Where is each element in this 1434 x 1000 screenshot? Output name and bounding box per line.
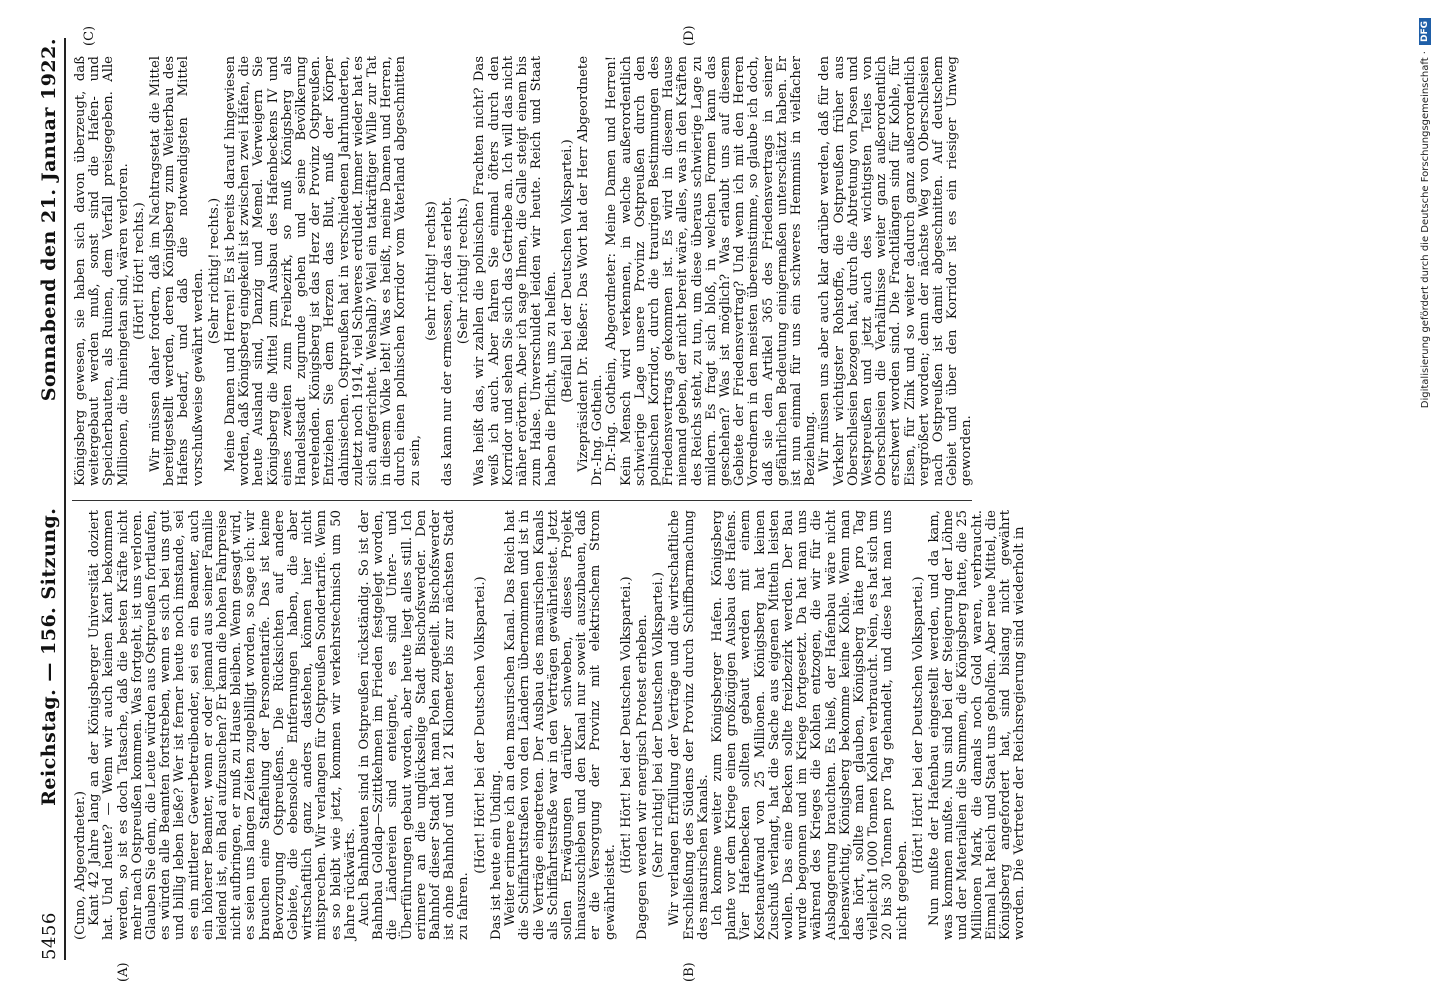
speaker-continuation: (Cuno, Abgeordneter.) bbox=[73, 790, 88, 940]
paragraph: Kant 42 Jahre lang an der Königsberger Universität doziert hat. Und heute? — Wenn wir auch keinen Kant bekommen werden, so ist es doch Tatsache, daß die besten Kräfte nicht mehr nach Ostpreußen kommen. Was fortgeht, ist uns verloren. Glauben Sie denn, die Leute würden aus Ostpreußen fortlaufen, es würden alle Beamten fortstreben, wenn es sich bei uns gut und billig leben ließe? Wer ist ferner heute noch imstande, sei es ein mittlerer Gewerbetreibender, sei es ein Beamter, auch ein höherer Beamter, wenn er oder jemand aus seiner Familie leidend ist, ein Bad aufzusuchen? Er kann die hohen Fahrpreise nicht aufbringen, er muß zu Hause bleiben. Wenn gesagt wird, es seien uns langen Zeiten zugebilligt worden, so sage ich: wir brauchen eine Staffelung der Personentarife. Das ist keine Bevorzugung Ostpreußens. Die Rücksichten auf andere Gebiete, die ebensolche Entfernungen haben, die aber wirtschaftlich ganz anders dastehen, können hier nicht mitsprechen. Wir verlangen für Ostpreußen Sondertarife. Wenn es so bleibt wie jetzt, kommen wir verkehrstechnisch um 50 Jahre rückwärts. bbox=[87, 510, 358, 940]
paragraph: Nun mußte der Hafenbau eingestellt werden, und da kam, was kommen mußte. Nun sind bei der Steigerung der Löhne und der Materialien die Summen, die Königsberg hatte, die 25 Millionen Mark, die damals noch Gold waren, verbraucht. Einmal hat Reich und Staat uns geholfen. Aber neue Mittel, die Königsberg angefordert hat, sind bislang nicht gewährt worden. Die Vertreter der Reichsregierung sind wiederholt in bbox=[926, 510, 1028, 940]
paragraph: Königsberg gewesen, sie haben sich davon überzeugt, daß weitergebaut werden muß, sonst sind die Hafen- und Speicherbauten, als Ruinen, dem Verfall preisgegeben. Alle Millionen, die hineingetan sind, wären verloren. bbox=[73, 56, 131, 486]
margin-marker-b: (B) bbox=[682, 962, 697, 982]
page-number: 5456 bbox=[39, 912, 60, 960]
running-title: Reichstag. — 156. Sitzung. bbox=[38, 507, 60, 806]
paragraph: Ich komme weiter zum Königsberger Hafen. Königsberg plante vor dem Kriege einen großzügigen Ausbau des Hafens. Vier Hafenbecken sollten gebaut werden mit einem Kostenaufwand von 25 Millionen. Königsberg hat keinen Zuschuß verlangt, hat die Sache aus eigenen Mitteln leisten wollen. Das eine Becken sollte freizbezirk werden. Der Bau wurde begonnen und im Kriege fortgesetzt. Da hat man uns während des Krieges die Kohlen entzogen, die wir für die Ausbaggerung brauchten. Es hieß, der Hafenbau wäre nicht lebenswichtig, Königsberg bekomme keine Kohle. Wenn man das hört, sollte man glauben, Königsberg hätte pro Tag vielleicht 1000 Tonnen Kohlen verbraucht. Nein, es hat sich um 20 bis 30 Tonnen pro Tag gehandelt, und diese hat man uns nicht gegeben. bbox=[709, 510, 910, 940]
interjection: (Hört! Hört! bei der Deutschen Volkspartei.) bbox=[910, 576, 926, 874]
scanned-page bbox=[22, 18, 1402, 986]
paragraph: Auch Bahnbauten sind in Ostpreußen rückständig. So ist der Bahnbau Goldap—Szittkehmen im Frieden festgelegt worden, die Ländereien sind enteignet, es sind Unter- und Überführungen gebaut worden, aber heute liegt alles still. Ich erinnere an die unglückselige Stadt Bischofswerder. Den Bahnhof dieser Stadt hat man Polen zugeteilt. Bischofswerder ist ohne Bahnhof und hat 21 Kilometer bis zur nächsten Stadt zu fahren. bbox=[357, 510, 472, 940]
paragraph: das kann nur der ermessen, der das erlebt. bbox=[440, 196, 456, 486]
interjection: (Sehr richtig! bei der Deutschen Volkspartei.) bbox=[651, 571, 667, 879]
credit-text: Digitalisierung gefördert durch die Deutsche Forschungsgemeinschaft · bbox=[1419, 51, 1431, 409]
rotated-page-content bbox=[22, 18, 1402, 986]
column-divider bbox=[72, 500, 972, 501]
paragraph: Das ist heute ein Unding. bbox=[488, 769, 504, 940]
paragraph: Weiter erinnere ich an den masurischen Kanal. Das Reich hat die Schiffahrtstraßen von den Ländern übernommen und ist in die Verträge eingetreten. Der Ausbau des masurischen Kanals als Schiffahrtsstraße war in den Verträgen gewährleistet. Jetzt sollen Erwägungen darüber schweben, dieses Projekt hinauszuschieben und den Kanal nur soweit auszubauen, daß er die Versorgung der Provinz mit elektrischem Strom gewährleistet. bbox=[503, 510, 618, 940]
page-header bbox=[32, 38, 60, 960]
interjection: (sehr richtig! rechts) bbox=[423, 201, 439, 341]
paragraph: Dr.-Ing. Gothein, Abgeordneter: Meine Damen und Herren! Kein Mensch wird verkennen, in welche außerordentlich schwierige Lage unsere Provinz Ostpreußen durch den polnischen Korridor, durch die traurigen Bestimmungen des Friedensvertrags gekommen ist. Es wird in diesem Hause niemand geben, der nicht bereit wäre, alles, was in den Kräften des Reichs steht, zu tun, um diese überaus schwierige Lage zu mildern. Es fragt sich bloß, in welchen Formen kann das geschehen? Was ist möglich? Was erlaubt uns auf diesem Gebiete der Friedensvertrag? Und wenn ich mit den Herren Vorrednern in den meisten übereinstimme, so glaube ich doch, daß sie den Artikel 365 des Friedensvertrags in seiner gefährlichen Bedeutung einigermaßen unterschätzt haben. Er ist nun einmal für uns ein schweres Hemmnis in vielfacher Beziehung. bbox=[604, 56, 819, 486]
paragraph: Wir müssen daher fordern, daß im Nachtragsetat die Mittel bereitgestellt werden, deren Königsberg zum Weiterbau des Hafens bedarf, und daß die notwendigsten Mittel vorschußweise gewährt werden. bbox=[148, 56, 206, 486]
paragraph: Dagegen werden wir energisch Protest erheben. bbox=[634, 614, 650, 940]
interjection: (Sehr richtig! rechts.) bbox=[456, 197, 472, 345]
paragraph: Wir verlangen Erfüllung der Verträge und die wirtschaftliche Erschließung des Südens der Provinz durch Schiffbarmachung des masurischen Kanals. bbox=[667, 510, 711, 940]
interjection: (Hört! Hört! bei der Deutschen Volkspartei.) bbox=[618, 576, 634, 874]
paragraph: Was heißt das, wir zahlen die polnischen Frachten nicht? Das weiß ich auch. Aber fahren Sie einmal öfters durch den Korridor und sehen Sie sich das Getriebe an. Ich will das nicht näher erörtern. Aber ich sage Ihnen, die Galle steigt einem bis zum Halse. Unverschuldet leiden wir heute. Reich und Staat haben die Pflicht, uns zu helfen. bbox=[472, 56, 559, 486]
margin-marker-a: (A) bbox=[116, 962, 131, 982]
paragraph: Meine Damen und Herren! Es ist bereits darauf hingewiesen worden, daß Königsberg eingekeilt ist zwischen zwei Häfen, die heute Ausland sind, Danzig und Memel. Verweigern Sie Königsberg die Mittel zum Ausbau des Hafenbeckens IV und eines zweiten zum Freibezirk, so muß Königsberg als Handelsstadt zugrunde gehen und seine Bevölkerung verelenden. Königsberg ist das Herz der Provinz Ostpreußen. Entziehen Sie dem Herzen das Blut, muß der Körper dahinsiechen. Ostpreußen hat in verschiedenen Jahrhunderten, zuletzt noch 1914, viel Schweres erduldet. Immer wieder hat es sich aufgerichtet. Weshalb? Weil ein tatkräftiger Wille zur Tat in diesem Volke lebt! Was es heißt, meine Damen und Herren, durch einen polnischen Korridor vom Vaterland abgeschnitten zu sein, bbox=[223, 56, 423, 486]
interjection: (Hört! Hört! rechts.) bbox=[131, 202, 147, 340]
interjection: (Sehr richtig! rechts.) bbox=[206, 197, 222, 345]
digitization-credit bbox=[1418, 18, 1432, 978]
dfg-logo: DFG bbox=[1419, 18, 1431, 45]
presiding-remark: Vizepräsident Dr. Rießer: Das Wort hat der Herr Abgeordnete Dr.-Ing. Gothein. bbox=[575, 56, 606, 486]
interjection: (Beifall bei der Deutschen Volkspartei.) bbox=[559, 139, 575, 403]
header-rule bbox=[64, 38, 66, 960]
interjection: (Hört! Hört! bei der Deutschen Volkspartei.) bbox=[472, 576, 488, 874]
left-column bbox=[73, 510, 1028, 940]
margin-marker-c: (C) bbox=[82, 25, 97, 46]
session-date: Sonnabend den 21. Januar 1922. bbox=[38, 38, 60, 402]
margin-marker-d: (D) bbox=[682, 25, 697, 46]
paragraph: Wir müssen uns aber auch klar darüber werden, daß für den Verkehr wichtigster Rohstoffe, die Ostpreußen früher aus Oberschlesien bezogen hat, durch die Abtretung von Posen und Westpreußen und jetzt auch des wichtigsten Teiles von Oberschlesien die Verhältnisse weiter ganz außerordentlich erschwert worden sind. Die Frachtlängen sind für Kohle, für Eisen, für Zink und so weiter dadurch ganz außerordentlich vergrößert worden; denn der nächste Weg von Oberschlesien nach Ostpreußen ist damit abgeschnitten. Auf deutschem Gebiet und über den Korridor ist es ein riesiger Umweg geworden. bbox=[817, 56, 975, 486]
right-column bbox=[74, 56, 974, 486]
